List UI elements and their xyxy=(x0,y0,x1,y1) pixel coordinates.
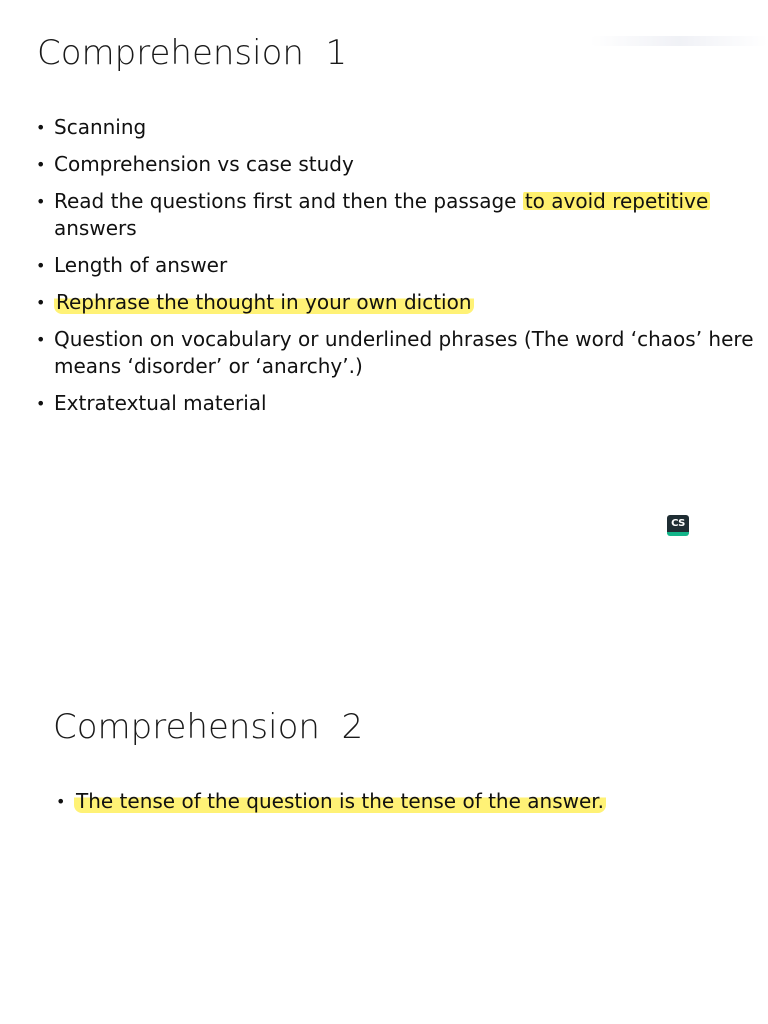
bullet-text: Question on vocabulary or underlined phrases (The word ‘chaos’ here xyxy=(54,327,754,351)
bullet-text: Comprehension vs case study xyxy=(54,152,354,176)
bullet-icon: • xyxy=(36,192,46,211)
bullet-list xyxy=(55,788,755,825)
slide-title: Comprehension 2 xyxy=(53,707,364,747)
slide-comprehension-2 xyxy=(0,640,768,1024)
bullet-icon: • xyxy=(36,394,46,413)
list-item xyxy=(55,788,755,815)
bullet-line xyxy=(54,188,768,215)
list-item xyxy=(35,326,768,380)
bullet-icon: • xyxy=(56,792,66,811)
bullet-text-continued: answers xyxy=(54,216,137,240)
bullet-icon: • xyxy=(36,330,46,349)
highlighted-text: The tense of the question is the tense of the answer. xyxy=(76,789,605,813)
bullet-text: Extratextual material xyxy=(54,391,267,415)
slide-title: Comprehension 1 xyxy=(37,33,348,73)
bullet-icon: • xyxy=(36,256,46,275)
highlighted-text: Rephrase the thought in your own diction xyxy=(56,290,472,314)
bullet-text: Length of answer xyxy=(54,253,228,277)
list-item xyxy=(35,289,768,316)
bullet-text: Scanning xyxy=(54,115,147,139)
list-item xyxy=(35,188,768,242)
bullet-icon: • xyxy=(36,118,46,137)
bullet-icon: • xyxy=(36,155,46,174)
list-item xyxy=(35,151,768,178)
camscanner-logo-icon: CS xyxy=(667,515,689,536)
bullet-text-continued: means ‘disorder’ or ‘anarchy’.) xyxy=(54,354,363,378)
bullet-text: Read the questions first and then the passage xyxy=(54,189,523,213)
list-item xyxy=(35,252,768,279)
list-item xyxy=(35,114,768,141)
bullet-list xyxy=(35,114,768,427)
bullet-icon: • xyxy=(36,293,46,312)
highlighted-text: to avoid repetitive xyxy=(524,189,709,213)
scan-shadow xyxy=(590,36,768,46)
list-item xyxy=(35,390,768,417)
